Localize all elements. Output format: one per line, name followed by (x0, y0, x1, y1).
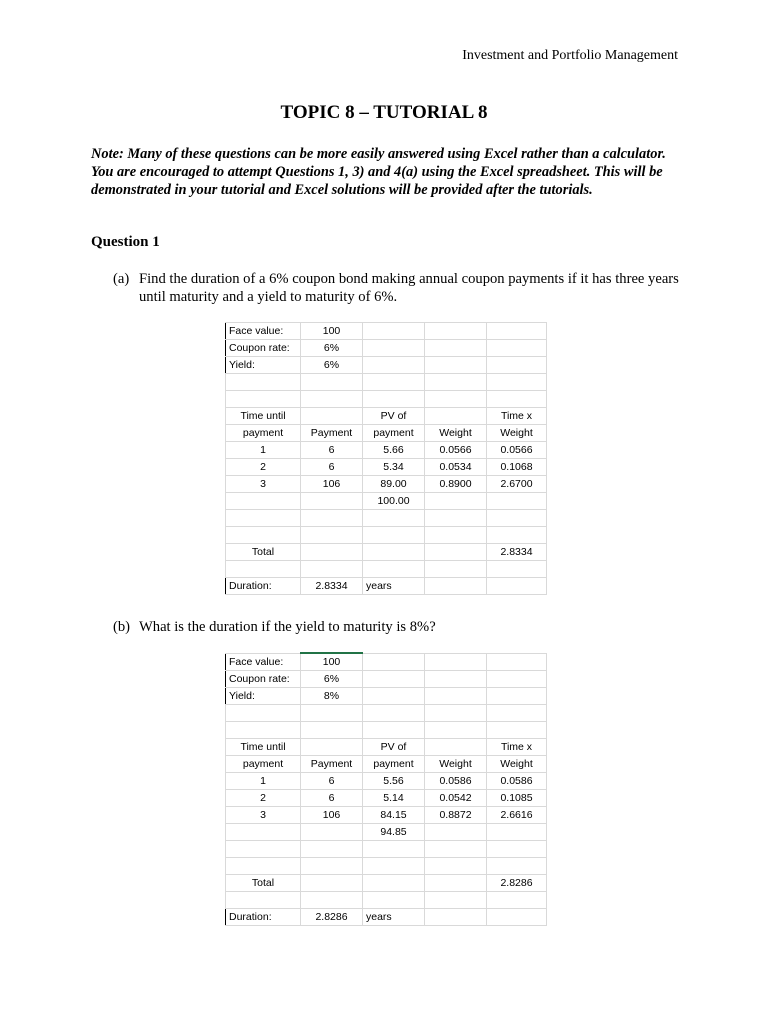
header-time-line2: payment (226, 425, 301, 442)
face-value-label: Face value: (226, 653, 301, 671)
coupon-rate-cell: 6% (301, 340, 363, 357)
total-value: 2.8334 (487, 544, 547, 561)
table-row (226, 476, 547, 493)
time-weight-cell: 0.0566 (487, 442, 547, 459)
face-value-cell: 100 (301, 323, 363, 340)
part-b-text: What is the duration if the yield to maturity is 8%? (139, 619, 436, 635)
payment-cell: 6 (301, 790, 363, 807)
part-a-label: (a) (113, 271, 130, 287)
duration-unit: years (363, 909, 425, 926)
duration-table-b (225, 652, 547, 926)
header-pv-line2: payment (363, 756, 425, 773)
payment-cell: 6 (301, 442, 363, 459)
coupon-rate-label: Coupon rate: (226, 671, 301, 688)
header-pv-line1: PV of (363, 739, 425, 756)
payment-cell: 6 (301, 459, 363, 476)
payment-cell: 106 (301, 807, 363, 824)
pv-sum-cell: 94.85 (363, 824, 425, 841)
yield-cell: 6% (301, 357, 363, 374)
yield-label: Yield: (226, 357, 301, 374)
pv-cell: 5.56 (363, 773, 425, 790)
time-cell: 1 (226, 773, 301, 790)
time-weight-cell: 0.1085 (487, 790, 547, 807)
table-row (226, 459, 547, 476)
total-value: 2.8286 (487, 875, 547, 892)
duration-value: 2.8334 (301, 578, 363, 595)
face-value-cell: 100 (301, 653, 363, 671)
pv-sum-cell: 100.00 (363, 493, 425, 510)
header-tw-line2: Weight (487, 756, 547, 773)
part-a-text: Find the duration of a 6% coupon bond making annual coupon payments if it has three years until maturity and a yield to maturity of 6%. (139, 271, 679, 305)
page-title: TOPIC 8 – TUTORIAL 8 (280, 102, 488, 123)
header-time-line1: Time until (226, 408, 301, 425)
coupon-rate-label: Coupon rate: (226, 340, 301, 357)
time-weight-cell: 0.1068 (487, 459, 547, 476)
header-time-line1: Time until (226, 739, 301, 756)
time-cell: 2 (226, 790, 301, 807)
question-1-heading: Question 1 (91, 234, 160, 250)
running-header: Investment and Portfolio Management (462, 48, 678, 63)
header-tw-line1: Time x (487, 739, 547, 756)
duration-unit: years (363, 578, 425, 595)
face-value-label: Face value: (226, 323, 301, 340)
payment-cell: 106 (301, 476, 363, 493)
pv-cell: 5.34 (363, 459, 425, 476)
time-weight-cell: 2.6700 (487, 476, 547, 493)
table-row (226, 807, 547, 824)
time-cell: 3 (226, 476, 301, 493)
pv-cell: 89.00 (363, 476, 425, 493)
header-weight: Weight (425, 425, 487, 442)
pv-cell: 5.66 (363, 442, 425, 459)
time-cell: 3 (226, 807, 301, 824)
header-tw-line1: Time x (487, 408, 547, 425)
question-1b (113, 618, 683, 636)
header-pv-line1: PV of (363, 408, 425, 425)
yield-cell: 8% (301, 688, 363, 705)
part-b-label: (b) (113, 619, 131, 635)
time-weight-cell: 0.0586 (487, 773, 547, 790)
weight-cell: 0.8900 (425, 476, 487, 493)
header-weight: Weight (425, 756, 487, 773)
duration-label: Duration: (226, 578, 301, 595)
total-label: Total (226, 875, 301, 892)
time-cell: 1 (226, 442, 301, 459)
table-row (226, 442, 547, 459)
header-tw-line2: Weight (487, 425, 547, 442)
question-1a (113, 270, 683, 306)
time-weight-cell: 2.6616 (487, 807, 547, 824)
duration-table-a (225, 322, 547, 595)
duration-value: 2.8286 (301, 909, 363, 926)
tutorial-note: Note: Many of these questions can be more easily answered using Excel rather than a calculator. You are encouraged to attempt Questions 1, 3) and 4(a) using the Excel spreadsheet. This will be demonstrated in your tutorial and Excel solutions will be provided after the tutorials. (91, 146, 666, 198)
header-time-line2: payment (226, 756, 301, 773)
table-row (226, 773, 547, 790)
pv-cell: 84.15 (363, 807, 425, 824)
weight-cell: 0.8872 (425, 807, 487, 824)
duration-label: Duration: (226, 909, 301, 926)
time-cell: 2 (226, 459, 301, 476)
header-payment: Payment (301, 756, 363, 773)
payment-cell: 6 (301, 773, 363, 790)
weight-cell: 0.0586 (425, 773, 487, 790)
header-pv-line2: payment (363, 425, 425, 442)
weight-cell: 0.0534 (425, 459, 487, 476)
pv-cell: 5.14 (363, 790, 425, 807)
coupon-rate-cell: 6% (301, 671, 363, 688)
header-payment: Payment (301, 425, 363, 442)
table-row (226, 790, 547, 807)
yield-label: Yield: (226, 688, 301, 705)
total-label: Total (226, 544, 301, 561)
weight-cell: 0.0566 (425, 442, 487, 459)
weight-cell: 0.0542 (425, 790, 487, 807)
